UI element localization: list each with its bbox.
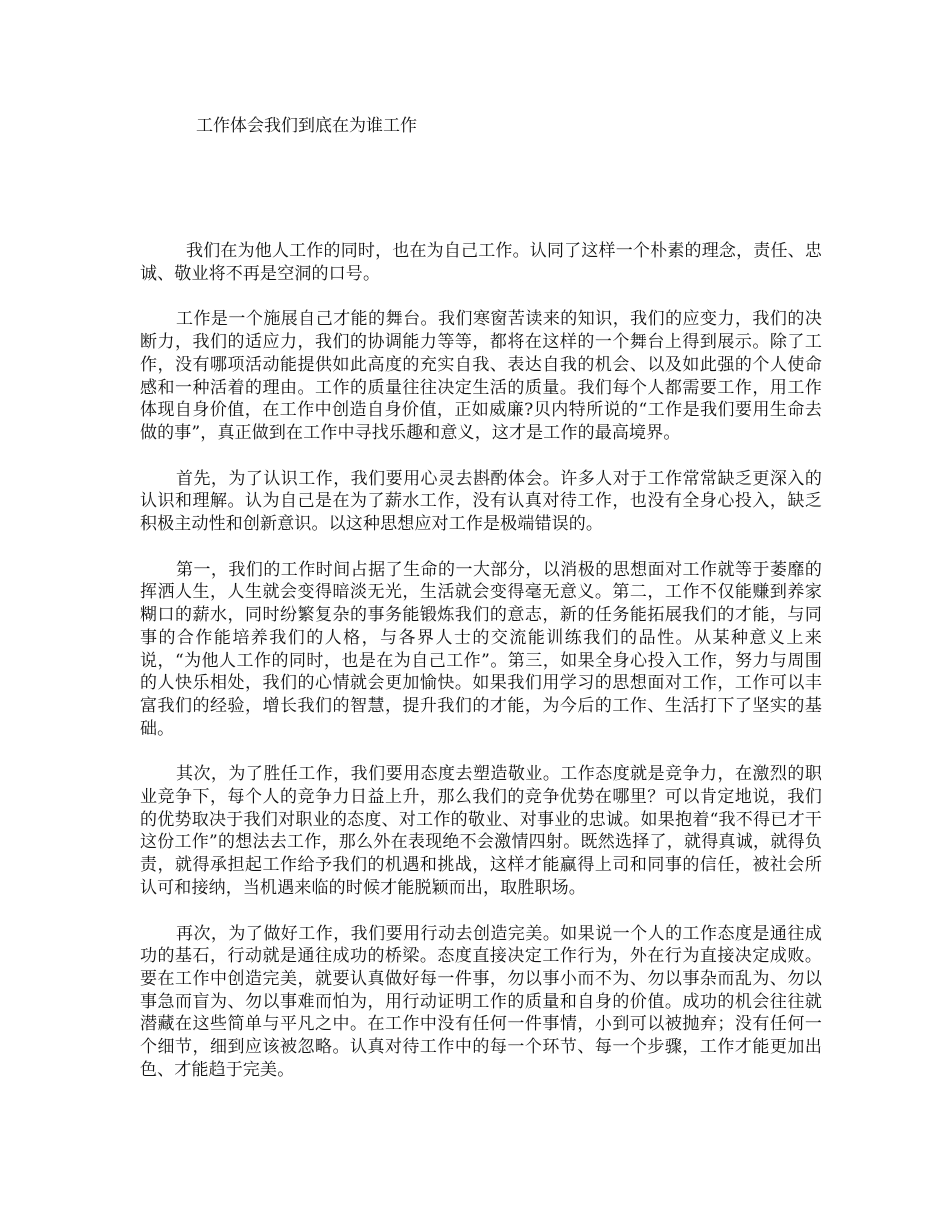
paragraph-intro: 我们在为他人工作的同时，也在为自己工作。认同了这样一个朴素的理念，责任、忠诚、敬业将不再是空洞的口号。 <box>140 241 822 284</box>
paragraph-stage: 工作是一个施展自己才能的舞台。我们寒窗苦读来的知识，我们的应变力，我们的决断力，我们的适应力，我们的协调能力等等，都将在这样的一个舞台上得到展示。除了工作，没有哪项活动能提供如此高度的充实自我、表达自我的机会、以及如此强的个人使命感和一种活着的理由。工作的质量往往决定生活的质量。我们每个人都需要工作，用工作体现自身价值，在工作中创造自身价值，正如威廉?贝内特所说的“工作是我们要用生命去做的事”，真正做到在工作中寻找乐趣和意义，这才是工作的最高境界。 <box>140 309 822 443</box>
paragraph-third-point: 再次，为了做好工作，我们要用行动去创造完美。如果说一个人的工作态度是通往成功的基石，行动就是通往成功的桥梁。态度直接决定工作行为，外在行为直接决定成败。要在工作中创造完美，就要认真做好每一件事，勿以事小而不为、勿以事杂而乱为、勿以事急而盲为、勿以事难而怕为，用行动证明工作的质量和自身的价值。成功的机会往往就潜藏在这些简单与平凡之中。在工作中没有任何一件事情，小到可以被抛弃；没有任何一个细节，细到应该被忽略。认真对待工作中的每一个环节、每一个步骤，工作才能更加出色、才能趋于完美。 <box>140 923 822 1080</box>
paragraph-first-point: 首先，为了认识工作，我们要用心灵去斟酌体会。许多人对于工作常常缺乏更深入的认识和理解。认为自己是在为了薪水工作，没有认真对待工作，也没有全身心投入，缺乏积极主动性和创新意识。以这种思想应对工作是极端错误的。 <box>140 468 822 535</box>
paragraph-reasons: 第一，我们的工作时间占据了生命的一大部分，以消极的思想面对工作就等于萎靡的挥洒人生，人生就会变得暗淡无光，生活就会变得毫无意义。第二，工作不仅能赚到养家糊口的薪水，同时纷繁复杂的事务能锻炼我们的意志，新的任务能拓展我们的才能，与同事的合作能培养我们的人格，与各界人士的交流能训练我们的品性。从某种意义上来说，“为他人工作的同时，也是在为自己工作”。第三，如果全身心投入工作，努力与周围的人快乐相处，我们的心情就会更加愉快。如果我们用学习的思想面对工作，工作可以丰富我们的经验，增长我们的智慧，提升我们的才能，为今后的工作、生活打下了坚实的基础。 <box>140 559 822 739</box>
paragraph-second-point: 其次，为了胜任工作，我们要用态度去塑造敬业。工作态度就是竞争力，在激烈的职业竞争下，每个人的竞争力日益上升，那么我们的竞争优势在哪里？可以肯定地说，我们的优势取决于我们对职业的态度、对工作的敬业、对事业的忠诚。如果抱着“我不得已才干这份工作”的想法去工作，那么外在表现绝不会激情四射。既然选择了，就得真诚，就得负责，就得承担起工作给予我们的机遇和挑战，这样才能赢得上司和同事的信任，被社会所认可和接纳，当机遇来临的时候才能脱颖而出，取胜职场。 <box>140 764 822 898</box>
document-title: 工作体会我们到底在为谁工作 <box>196 116 417 136</box>
document-body <box>140 240 822 1105</box>
